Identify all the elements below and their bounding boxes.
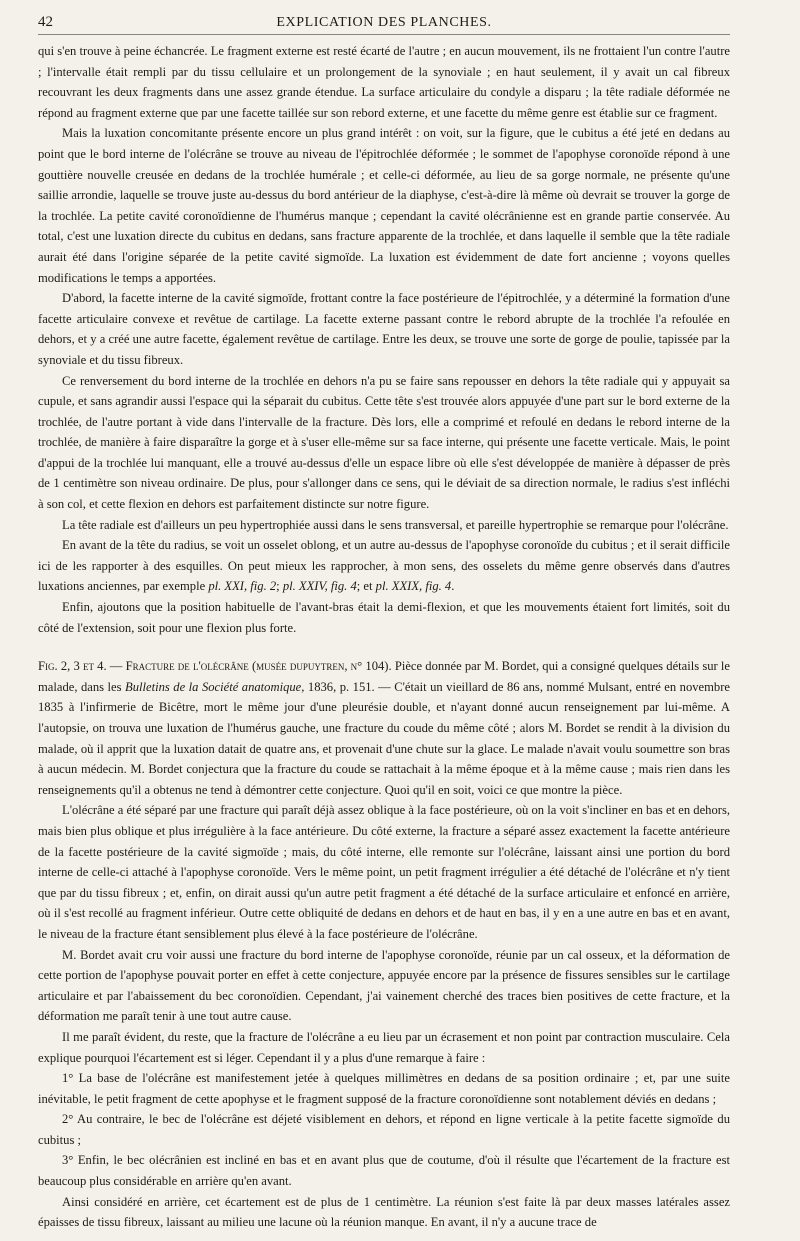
document-page <box>38 12 730 1233</box>
paragraph-text: En avant de la tête du radius, se voit un osselet oblong, et un autre au-dessus de l'apophyse coronoïde du cubitus ; et il serait difficile ici de les rapporter à des esquilles. On peut mieux les rapprocher, à mon sens, des osselets du même genre observés dans d'autres luxations anciennes, par exemple <box>38 538 730 594</box>
paragraph: D'abord, la facette interne de la cavité sigmoïde, frottant contre la face postérieure de l'épitrochlée, y a déterminé la formation d'une facette articulaire convexe et revêtue de cartilage. La facette externe passant contre le rebord abrupte de la trochlée l'a refoulée en dehors, et y a créé une autre facette, également revêtue de cartilage. Entre les deux, se trouve une sorte de gorge de poulie, tapissée par la synoviale et du tissu fibreux. <box>38 291 730 367</box>
separator: . <box>451 579 455 594</box>
paragraph: La tête radiale est d'ailleurs un peu hypertrophiée aussi dans le sens transversal, et pareille hypertrophie se remarque pour l'olécrâne. <box>62 517 729 532</box>
journal-title: Bulletins de la Société anatomique <box>125 679 302 694</box>
paragraph: Enfin, ajoutons que la position habituelle de l'avant-bras était la demi-flexion, et que les mouvements étaient fort limités, soit du côté de l'extension, soit pour une flexion plus forte. <box>38 600 730 635</box>
figure-entry <box>38 656 730 800</box>
plate-reference: pl. XXIX, fig. 4 <box>375 579 452 594</box>
list-item: 3° Enfin, le bec olécrânien est incliné en bas et en avant plus que de coutume, d'où il résulte que l'écartement de la fracture est beaucoup plus considérable en arrière qu'en avant. <box>38 1153 730 1189</box>
paragraph-text: , 1836, p. 151. — C'était un vieillard de 86 ans, nommé Mulsant, entré en novembre 1835 à l'infirmerie de Bicêtre, mort le même jour d'une pleurésie double, et n'ayant donné aucun renseignement par lui-même. A l'autopsie, on trouva une luxation de l'humérus gauche, une fracture du coude du même côté ; alors M. Bordet se rendit à la division du malade, où il apprit que la luxation datait de quatre ans, et provenait d'une chute sur la glace. Le malade n'avait voulu soumettre son bras à aucun médecin. M. Bordet conjectura que la fracture du coude se rattachait à la même époque et à la même cause ; mais rien dans les renseignements qu'il a obtenus ne tend à démontrer cette conjecture. Quoi qu'il en soit, voici ce que montre la pièce. <box>38 679 731 797</box>
running-title: EXPLICATION DES PLANCHES. <box>276 15 492 30</box>
paragraph <box>38 535 730 597</box>
list-item: 2° Au contraire, le bec de l'olécrâne est déjeté visiblement en dehors, et répond en ligne verticale à la petite facette sigmoïde du cubitus ; <box>38 1112 730 1147</box>
paragraph: Ainsi considéré en arrière, cet écartement est de plus de 1 centimètre. La réunion s'est faite là par deux masses latérales assez épaisses de tissu fibreux, laissant au milieu une lacune où la réunion manque. En avant, il n'y a aucune trace de <box>38 1194 730 1230</box>
page-number: 42 <box>38 14 53 30</box>
paragraph: Ce renversement du bord interne de la trochlée en dehors n'a pu se faire sans repousser en dehors la tête radiale qui y appuyait sa cupule, et sans agrandir aussi l'espace qui la séparait du cubitus. Cette tête s'est trouvée alors appuyée d'une part sur le bord externe de la trochlée, de l'autre portant à vide dans l'intervalle de la fracture. Dès lors, elle a comprimé et refoulé en dedans le rebord interne de la trochlée, de manière à faire disparaître la gorge et à s'user elle-même sur sa face interne, qui présente une facette verticale. Mais, le point d'appui de la trochlée lui manquant, elle a trouvé au-dessus d'elle un espace libre où elle s'est développée de manière à dépasser de près de 1 centimètre son niveau ordinaire. De plus, pour s'allonger dans ce sens, qui le déviait de sa direction normale, le radius s'est infléchi à son col, et cette flexion en dehors est parfaitement distincte sur notre figure. <box>38 373 730 512</box>
plate-reference: pl. XXIV, fig. 4 <box>282 579 357 594</box>
section-heading: Fracture de l'olécrâne (musée dupuytren, n° 104). <box>125 659 392 674</box>
plate-reference: pl. XXI, fig. 2 <box>208 579 277 594</box>
list-item: 1° La base de l'olécrâne est manifestement jetée à quelques millimètres en dedans de sa position ordinaire ; et, par une suite inévitable, le petit fragment de cette apophyse et le fragment supposé de la fracture coronoïdienne sont notablement déviés en dedans ; <box>38 1071 730 1106</box>
separator: ; <box>276 579 283 594</box>
paragraph: Il me paraît évident, du reste, que la fracture de l'olécrâne a eu lieu par un écrasement et non point par contraction musculaire. Cela explique pourquoi l'écartement est si léger. Cependant il y a plus d'une remarque à faire : <box>38 1029 730 1065</box>
paragraph: L'olécrâne a été séparé par une fracture qui paraît déjà assez oblique à la face postérieure, où on la voit s'incliner en bas et en dehors, mais bien plus oblique et plus irrégulière à la face antérieure. Du côté externe, la fracture a séparé assez exactement la facette antérieure de la facette postérieure de la cavité sigmoïde ; mais, du côté interne, elle remonte sur l'olécrâne, laissant ainsi une portion du bord interne de celle-ci attaché à l'apophyse coronoïde. Vers le même point, un petit fragment irrégulier a été détaché de l'olécrâne et n'y tient que par du tissu fibreux ; et, enfin, on dirait aussi qu'un autre petit fragment a été détaché de la surface articulaire et enfoncé en arrière, où il s'est recollé au fragment inférieur. Outre cette obliquité de dedans en dehors et de haut en bas, il y en a une autre en bas et en avant, le niveau de la fracture étant sensiblement plus élevé à la face postérieure de l'olécrâne. <box>38 803 730 941</box>
paragraph: Mais la luxation concomitante présente encore un plus grand intérêt : on voit, sur la figure, que le cubitus a été jeté en dedans au point que le bord interne de l'olécrâne se trouve au niveau de l'épitrochlée déformée ; le sommet de l'apophyse coronoïde répond à une gouttière nouvelle creusée en dedans de la trochlée humérale ; et celle-ci déformée, au lieu de sa gorge normale, ne présente qu'une saillie arrondie, laquelle se trouve juste au-dessus du bord antérieur de la diaphyse, c'est-à-dire là même où devrait se trouver la gorge de la trochlée. La petite cavité coronoïdienne de l'humérus manque ; cependant la cavité olécrânienne est en grande partie conservée. Au total, c'est une luxation directe du cubitus en dedans, sans fracture apparente de la trochlée, et dans laquelle il semble que la tête radiale aurait été dans l'origine séparée de la petite cavité sigmoïde. La luxation est évidemment de date fort ancienne ; voyons quelles modifications le temps a apportées. <box>38 126 730 285</box>
paragraph: qui s'en trouve à peine échancrée. Le fragment externe est resté écarté de l'autre ; en aucun mouvement, ils ne frottaient l'un contre l'autre ; l'intervalle était rempli par du tissu cellulaire et un prolongement de la synoviale ; en haut seulement, il y avait un cal fibreux recouvrant les deux fragments dans une assez grande étendue. La surface articulaire du condyle a disparu ; la tête radiale déformée ne répond au fragment externe que par une facette taillée sur son rebord externe, et une facette du même genre est établie sur ce fragment. <box>38 44 730 120</box>
page-header <box>38 12 730 35</box>
figure-label: Fig. 2, 3 et 4. — <box>38 659 123 674</box>
paragraph: M. Bordet avait cru voir aussi une fracture du bord interne de l'apophyse coronoïde, réunie par un cal osseux, et la déformation de cette portion de l'apophyse pouvait porter en effet à cette conjecture, appuyée encore par la présence de fissures sensibles sur le cartilage articulaire et par l'abaissement du bec coronoïdien. Cependant, j'ai vainement cherché des traces bien positives de cette fracture, et la déformation me paraît tenir à une tout autre cause. <box>38 947 730 1024</box>
paragraph-text: Pièce donnée par M. Bordet, qui a consigné quelques détails sur le malade, dans les <box>38 659 731 694</box>
separator: ; et <box>356 579 376 594</box>
